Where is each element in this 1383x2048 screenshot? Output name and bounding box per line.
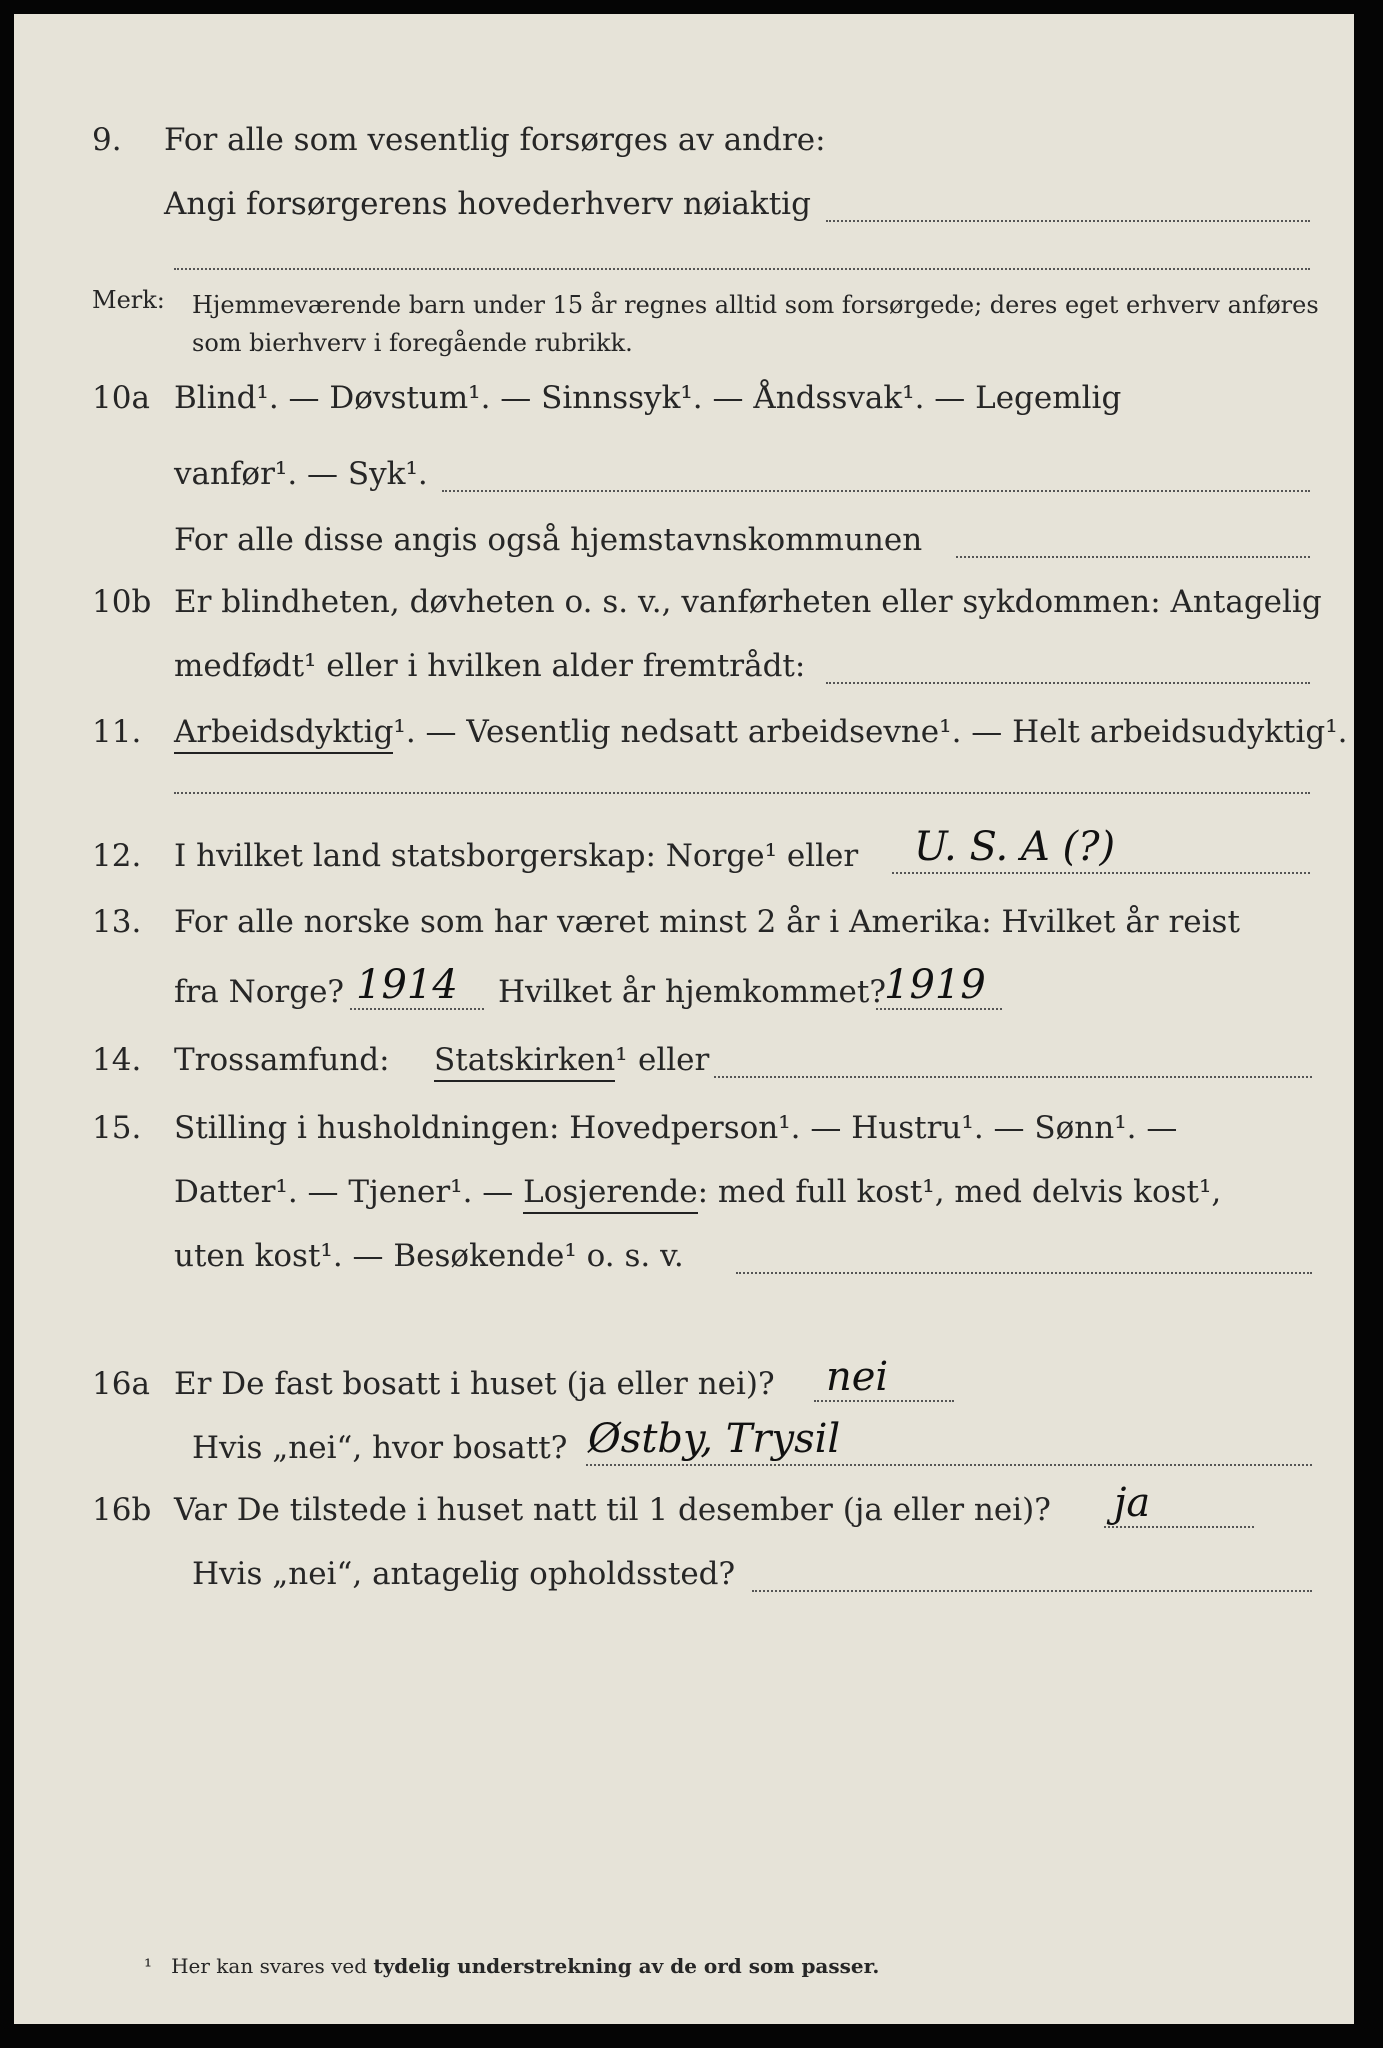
- q14-answer-line[interactable]: [714, 1076, 1312, 1078]
- q13-line1: For alle norske som har været minst 2 år i Amerika: Hvilket år reist: [174, 904, 1240, 940]
- q11-option-arbeidsdyktig[interactable]: Arbeidsdyktig: [174, 714, 393, 754]
- q10a-row2: [14, 456, 1354, 500]
- q9-row2: [14, 186, 1354, 230]
- q15-row: [14, 1110, 1354, 1154]
- q9-answer-line2[interactable]: [174, 268, 1310, 270]
- q14-option-wrap: [434, 1042, 628, 1078]
- q16a-residence-line[interactable]: [586, 1464, 1312, 1466]
- q15-line2: [174, 1174, 1221, 1210]
- q14-number: 14.: [92, 1042, 142, 1078]
- q16a-answer-resident: nei: [826, 1354, 889, 1400]
- q10a-line1: Blind¹. — Døvstum¹. — Sinnssyk¹. — Åndssvak¹. — Legemlig: [174, 380, 1122, 416]
- q10b-number: 10b: [92, 584, 152, 620]
- q9-answer-line[interactable]: [826, 220, 1310, 222]
- q13-departure-line[interactable]: [350, 1008, 484, 1010]
- q12-answer: U. S. A (?): [914, 824, 1116, 870]
- footnote-mark: ¹: [144, 1954, 153, 1978]
- q16b-number: 16b: [92, 1492, 152, 1528]
- merk-text: Hjemmeværende barn under 15 år regnes alltid som forsørgede; deres eget erhverv anføres som bierhverv i foregående rubrikk.: [192, 291, 1319, 357]
- q10b-answer-line[interactable]: [826, 682, 1310, 684]
- q11-row: [14, 714, 1354, 758]
- q16a-answer-line[interactable]: [814, 1400, 954, 1402]
- q16a-row: [14, 1354, 1354, 1410]
- q10b-row: [14, 584, 1354, 628]
- q13-return-line[interactable]: [876, 1008, 1002, 1010]
- q15-answer-line[interactable]: [736, 1272, 1312, 1274]
- q15-option-losjerende[interactable]: Losjerende: [523, 1174, 697, 1214]
- q15-row3: [14, 1238, 1354, 1282]
- q10a-row3: [14, 522, 1354, 566]
- q16b-line2: Hvis „nei“, antagelig opholdssted?: [192, 1556, 736, 1592]
- q13-number: 13.: [92, 904, 142, 940]
- q16a-row2: [14, 1416, 1354, 1474]
- q13-answer-return-year: 1919: [884, 962, 986, 1008]
- q16b-location-line[interactable]: [752, 1590, 1312, 1592]
- q9-line2: Angi forsørgerens hovederhverv nøiaktig: [164, 186, 811, 222]
- q12-answer-line[interactable]: [892, 872, 1310, 874]
- q10b-line1: Er blindheten, døvheten o. s. v., vanførheten eller sykdommen: Antagelig: [174, 584, 1322, 620]
- q15-row2: [14, 1174, 1354, 1218]
- q13-line2b: Hvilket år hjemkommet?: [498, 974, 886, 1010]
- merk-label: Merk:: [92, 286, 165, 314]
- q16b-answer-present: ja: [1114, 1480, 1151, 1526]
- q15-line3: uten kost¹. — Besøkende¹ o. s. v.: [174, 1238, 684, 1274]
- q16a-line1: Er De fast bosatt i huset (ja eller nei)?: [174, 1366, 775, 1402]
- q16a-answer-residence: Østby, Trysil: [588, 1416, 841, 1462]
- census-form-page: [14, 14, 1354, 2024]
- q10a-answer-line[interactable]: [442, 490, 1310, 492]
- q10a-row: [14, 380, 1354, 424]
- q16b-answer-line[interactable]: [1104, 1526, 1254, 1528]
- q9-line1: For alle som vesentlig forsørges av andre:: [164, 122, 826, 158]
- q10a-hometown-line[interactable]: [956, 556, 1310, 558]
- footnote: [144, 1954, 879, 1978]
- q9-row: [14, 122, 1354, 166]
- q14-rest: eller: [638, 1042, 710, 1078]
- q15-line2b: : med full kost¹, med delvis kost¹,: [697, 1174, 1222, 1210]
- q11-number: 11.: [92, 714, 142, 750]
- q12-row: [14, 824, 1354, 882]
- q13-answer-departure-year: 1914: [356, 962, 458, 1008]
- q15-line2a: Datter¹. — Tjener¹. —: [174, 1174, 514, 1210]
- q11-answer-line[interactable]: [174, 792, 1310, 794]
- q13-row: [14, 904, 1354, 948]
- q13-line2a: fra Norge?: [174, 974, 345, 1010]
- q16b-row: [14, 1480, 1354, 1536]
- q16a-line2: Hvis „nei“, hvor bosatt?: [192, 1430, 568, 1466]
- q14-sup: ¹: [615, 1042, 628, 1078]
- q12-number: 12.: [92, 838, 142, 874]
- q11-rest: ¹. — Vesentlig nedsatt arbeidsevne¹. — Helt arbeidsudyktig¹.: [393, 714, 1348, 750]
- q14-option-statskirken[interactable]: Statskirken: [434, 1042, 615, 1082]
- q10b-row2: [14, 648, 1354, 692]
- q15-number: 15.: [92, 1110, 142, 1146]
- q10a-line3: For alle disse angis også hjemstavnskommunen: [174, 522, 923, 558]
- q16b-line1: Var De tilstede i huset natt til 1 desember (ja eller nei)?: [174, 1492, 1051, 1528]
- q12-text: I hvilket land statsborgerskap: Norge¹ eller: [174, 838, 859, 874]
- footnote-bold: tydelig understrekning av de ord som passer.: [373, 1954, 880, 1978]
- footnote-plain: Her kan svares ved: [171, 1954, 368, 1978]
- q13-row2: [14, 962, 1354, 1018]
- q15-line1: Stilling i husholdningen: Hovedperson¹. — Hustru¹. — Sønn¹. —: [174, 1110, 1178, 1146]
- q10a-line2: vanfør¹. — Syk¹.: [174, 456, 428, 492]
- q10b-line2: medfødt¹ eller i hvilken alder fremtrådt:: [174, 648, 806, 684]
- q14-row: [14, 1042, 1354, 1086]
- q11-text: [174, 714, 1348, 750]
- q9-number: 9.: [92, 122, 122, 158]
- q14-label: Trossamfund:: [174, 1042, 390, 1078]
- q16b-row2: [14, 1556, 1354, 1600]
- q16a-number: 16a: [92, 1366, 150, 1402]
- q10a-number: 10a: [92, 380, 150, 416]
